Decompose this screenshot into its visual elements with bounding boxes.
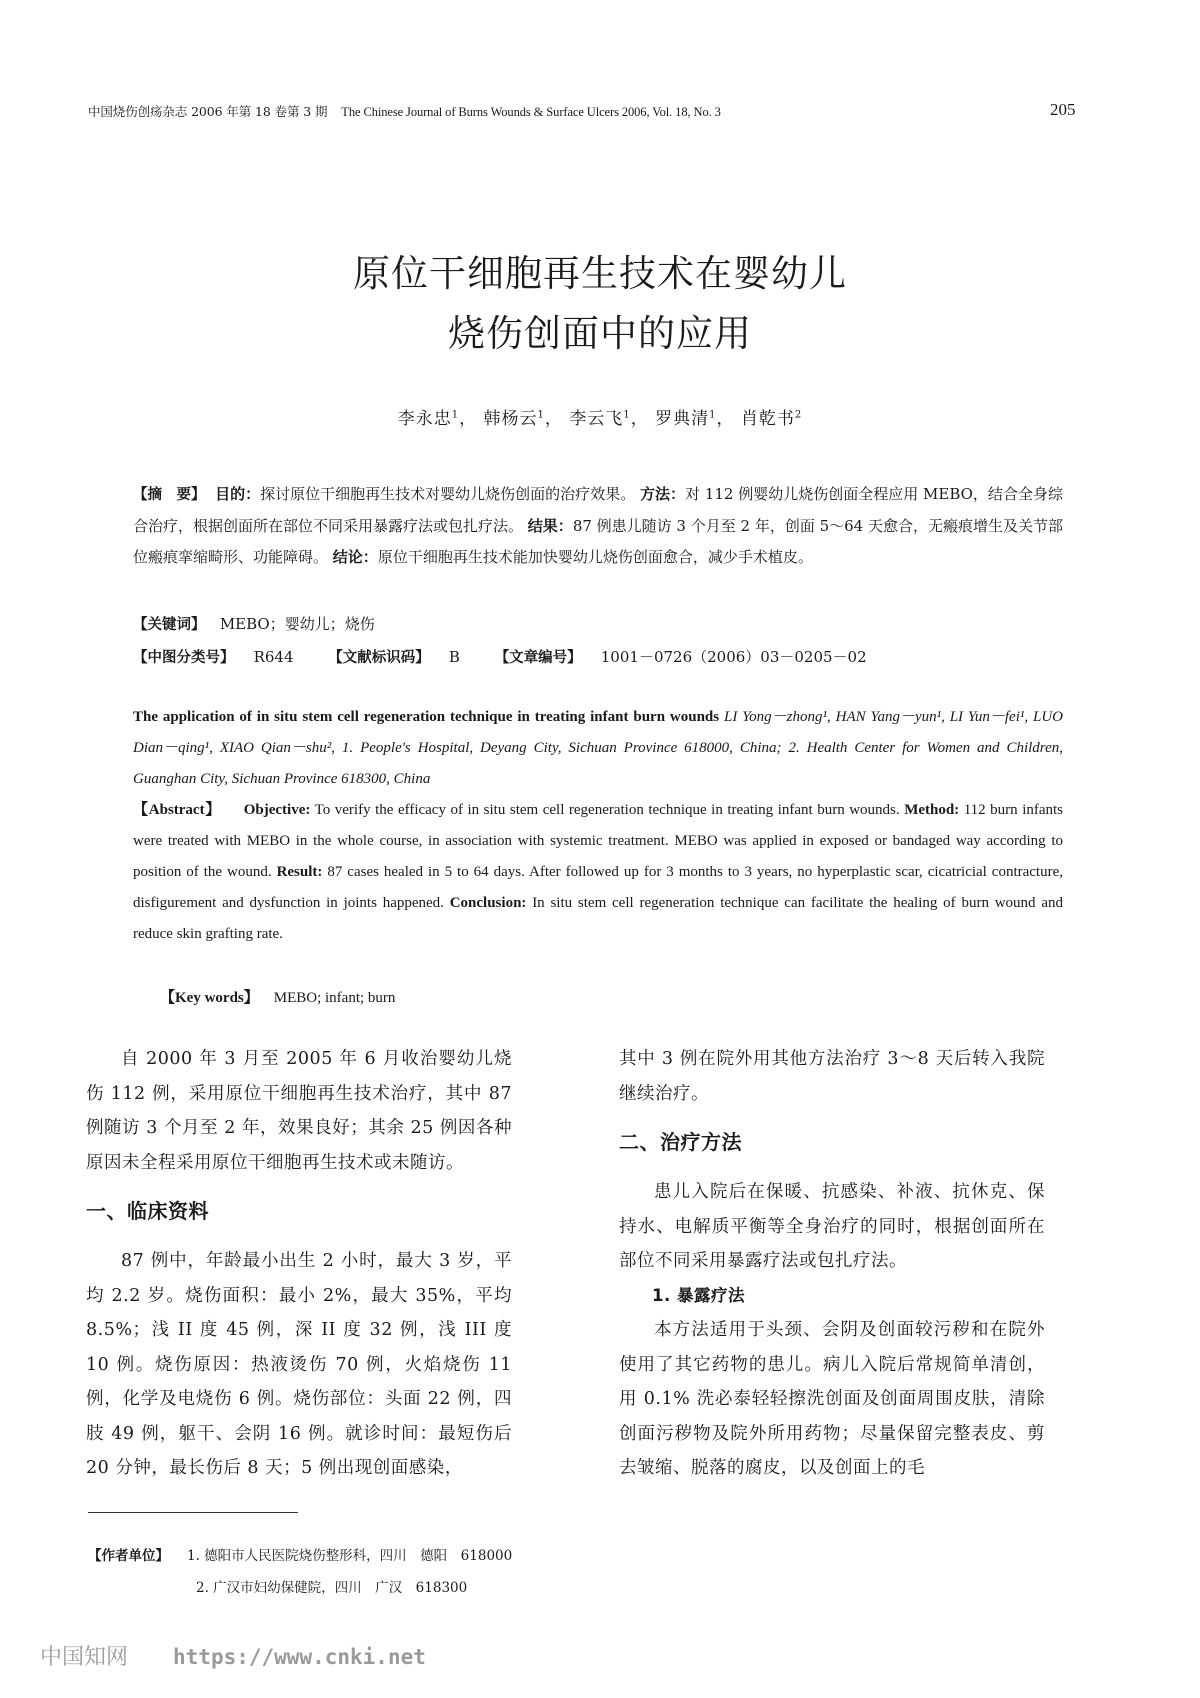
body-column-right	[619, 1042, 1045, 1486]
abstract-label: 【摘 要】	[133, 487, 206, 503]
section-heading: 一、临床资料	[86, 1199, 209, 1223]
body-paragraph: 本方法适用于头颈、会阴及创面较污秽和在院外使用了其它药物的患儿。病儿入院后常规简单清创，用 0.1% 洗必泰轻轻擦洗创面及创面周围皮肤，清除创面污秽物及院外所用药物；尽量保留完整表皮、剪去皱缩、脱落的腐皮，以及创面上的毛	[619, 1320, 1045, 1478]
english-abstract: 【Abstract】 Objective: To verify the efficacy of in situ stem cell regeneration technique in treating infant burn wounds. Method: 112 burn infants were treated with MEBO in the whole course, in association with systemic treatment. MEBO was applied in exposed or bandaged way according to position of the wound. Result: 87 cases healed in 5 to 64 days. After followed up for 3 months to 3 years, no hyperplastic scar, cicatricial contracture, disfigurement and dysfunction in joints happened. Conclusion: In situ stem cell regeneration technique can facilitate the healing of burn wound and reduce skin grafting rate.	[133, 802, 1064, 942]
body-paragraph: 患儿入院后在保暖、抗感染、补液、抗休克、保持水、电解质平衡等全身治疗的同时，根据创面所在部位不同采用暴露疗法或包扎疗法。	[619, 1182, 1045, 1271]
author-name: 李云飞	[569, 409, 624, 429]
body-column-left	[86, 1042, 512, 1486]
title-line-1: 原位干细胞再生技术在婴幼儿	[353, 252, 847, 295]
english-keywords: 【Key words】 MEBO; infant; burn	[160, 990, 396, 1006]
running-header	[88, 102, 988, 120]
chinese-keywords: 【关键词】 MEBO；婴幼儿；烧伤	[133, 615, 375, 633]
watermark-logo-text: 中国知网	[40, 1645, 129, 1670]
author-name: 韩杨云	[483, 409, 538, 429]
page-number: 205	[1050, 100, 1076, 119]
chinese-abstract: 【摘 要】 目的：探讨原位干细胞再生技术对婴幼儿烧伤创面的治疗效果。 方法：对 112 例婴幼儿烧伤创面全程应用 MEBO，结合全身综合治疗，根据创面所在部位不同采用暴露疗法或包扎疗法。 结果：87 例患儿随访 3 个月至 2 年，创面 5～64 天愈合，无瘢痕增生及关节部位瘢痕挛缩畸形、功能障碍。 结论：原位干细胞再生技术能加快婴幼儿烧伤创面愈合，减少手术植皮。	[133, 485, 1063, 566]
author-list: 李永忠$^1$， 韩杨云$^1$， 李云飞$^1$， 罗典清$^1$， 肖乾书$^2$	[397, 409, 803, 429]
subsection-heading: 1. 暴露疗法	[652, 1285, 745, 1305]
author-name: 肖乾书	[740, 409, 795, 429]
footnote-divider	[88, 1512, 298, 1513]
english-title-block	[133, 702, 1063, 795]
body-paragraph: 87 例中，年龄最小出生 2 小时，最大 3 岁，平均 2.2 岁。烧伤面积：最小 2%，最大 35%，平均 8.5%；浅 II 度 45 例，深 II 度 32 例，浅 III 度 10 例。烧伤原因：热液烫伤 70 例，火焰烧伤 11 例，化学及电烧伤 6 例。烧伤部位：头面 22 例，四肢 49 例，躯干、会阴 16 例。就诊时间：最短伤后 20 分钟，最长伤后 8 天；5 例出现创面感染，	[86, 1251, 512, 1478]
intro-paragraph: 自 2000 年 3 月至 2005 年 6 月收治婴幼儿烧伤 112 例，采用原位干细胞再生技术治疗，其中 87 例随访 3 个月至 2 年，效果良好；其余 25 例因各种原因未全程采用原位干细胞再生技术或未随访。	[86, 1049, 512, 1173]
watermark-url: https://www.cnki.net	[173, 1645, 426, 1669]
english-title: The application of in situ stem cell regeneration technique in treating infant burn wounds	[133, 709, 720, 725]
author-name: 罗典清	[655, 409, 710, 429]
article-title	[100, 244, 1100, 364]
classification-line: 【中图分类号】 R644 【文献标识码】 B 【文章编号】 1001－0726（2006）03－0205－02	[133, 648, 867, 666]
author-affiliations-footnote: 【作者单位】 1. 德阳市人民医院烧伤整形科，四川 德阳 618000 2. 广汉市妇幼保健院，四川 广汉 618300	[88, 1548, 513, 1596]
title-line-2: 烧伤创面中的应用	[448, 312, 752, 355]
english-authors-affiliations: LI Yong－zhong¹, HAN Yang－yun¹, LI Yun－fei¹, LUO Dian－qing¹, XIAO Qian－shu², 1. People's Hospital, Deyang City, Sichuan Province 618000, China; 2. Health Center for Women and Children, Guanghan City, Sichuan Province 618300, China	[133, 709, 1063, 787]
journal-name-en: The Chinese Journal of Burns Wounds & Surface Ulcers 2006, Vol. 18, No. 3	[341, 105, 721, 119]
journal-name-cn: 中国烧伤创疡杂志 2006 年第 18 卷第 3 期	[88, 104, 328, 119]
author-name: 李永忠	[397, 409, 452, 429]
body-paragraph: 其中 3 例在院外用其他方法治疗 3～8 天后转入我院继续治疗。	[619, 1049, 1045, 1104]
section-heading: 二、治疗方法	[619, 1130, 742, 1154]
cnki-watermark	[40, 1640, 426, 1671]
